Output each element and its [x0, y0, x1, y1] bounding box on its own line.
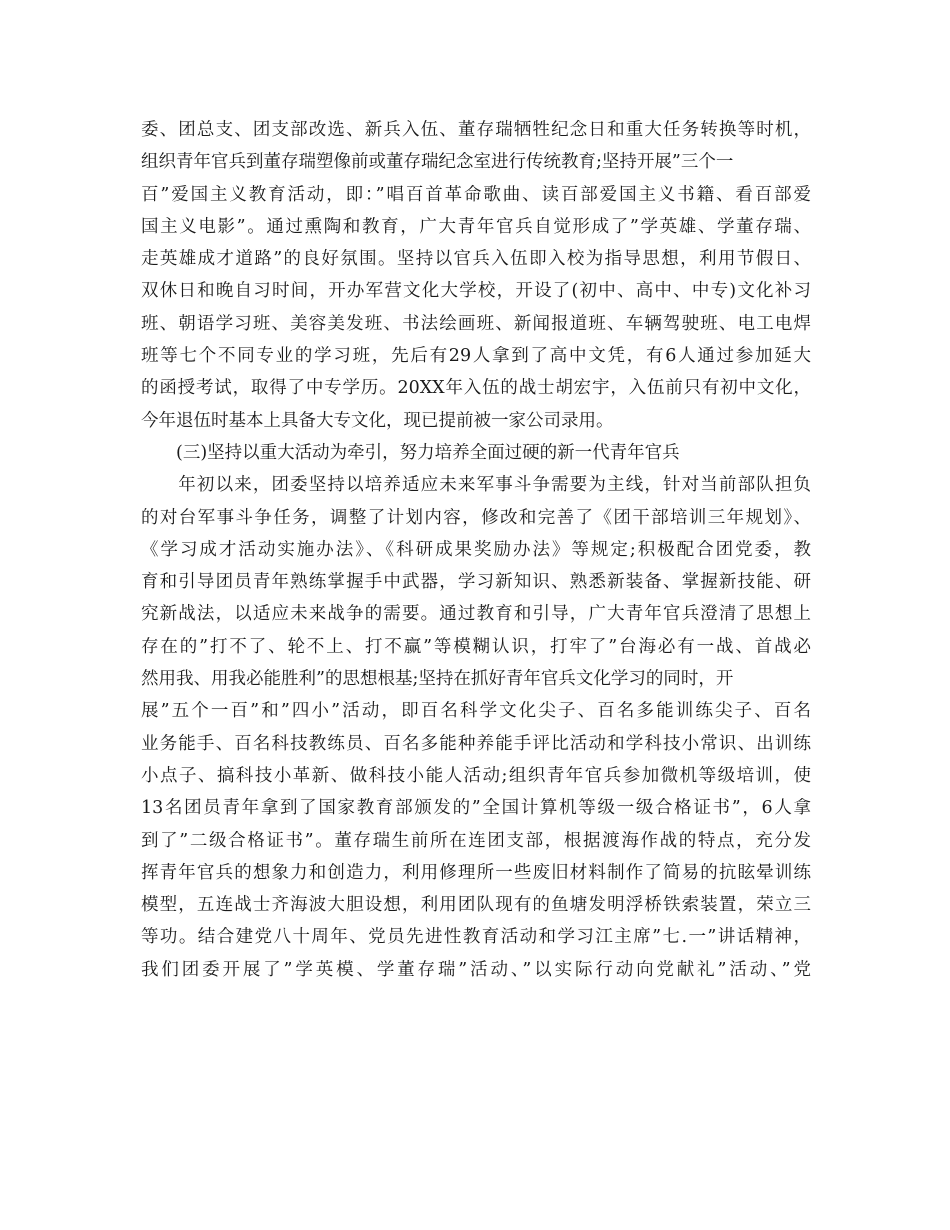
text-line: 《学习成才活动实施办法》、《科研成果奖励办法》等规定;积极配合团党委，教	[141, 539, 811, 560]
text-line: 模型，五连战士齐海波大胆设想，利用团队现有的鱼塘发明浮桥铁索装置，荣立三	[141, 895, 811, 916]
text-line: 业务能手、百名科技教练员、百名多能种养能手评比活动和学科技小常识、出训练	[141, 733, 811, 754]
text-line: 等功。结合建党八十周年、党员先进性教育活动和学习江主席”七.一”讲话精神，	[141, 927, 811, 948]
text-line: 班、朝语学习班、美容美发班、书法绘画班、新闻报道班、车辆驾驶班、电工电焊	[141, 313, 811, 334]
text-line: 双休日和晚自习时间，开办军营文化大学校，开设了(初中、高中、中专)文化补习	[141, 281, 811, 302]
text-line: 存在的”打不了、轮不上、打不赢”等模糊认识，打牢了”台海必有一战、首战必	[141, 636, 811, 657]
text-line: 走英雄成才道路”的良好氛围。坚持以官兵入伍即入校为指导思想，利用节假日、	[141, 249, 811, 270]
text-line: 的函授考试，取得了中专学历。20XX年入伍的战士胡宏宇，入伍前只有初中文化，	[141, 378, 811, 399]
text-line: 我们团委开展了”学英模、学董存瑞”活动、”以实际行动向党献礼”活动、”党	[141, 959, 811, 980]
body-text	[141, 114, 811, 986]
text-line: 究新战法，以适应未来战争的需要。通过教育和引导，广大青年官兵澄清了思想上	[141, 604, 811, 625]
text-line: 今年退伍时基本上具备大专文化，现已提前被一家公司录用。	[141, 410, 614, 431]
text-line: 到了”二级合格证书”。董存瑞生前所在连团支部，根据渡海作战的特点，充分发	[141, 830, 811, 851]
text-line: 组织青年官兵到董存瑞塑像前或董存瑞纪念室进行传统教育;坚持开展”三个一	[141, 152, 734, 173]
text-line: 委、团总支、团支部改选、新兵入伍、董存瑞牺牲纪念日和重大任务转换等时机，	[141, 120, 811, 140]
text-line: 百”爱国主义教育活动，即：”唱百首革命歌曲、读百部爱国主义书籍、看百部爱	[141, 184, 811, 205]
text-line: 小点子、搞科技小革新、做科技小能人活动;组织青年官兵参加微机等级培训，使	[141, 765, 811, 786]
text-line: 的对台军事斗争任务，调整了计划内容，修改和完善了《团干部培训三年规划》、	[141, 507, 811, 528]
text-line: 国主义电影”。通过熏陶和教育，广大青年官兵自觉形成了”学英雄、学董存瑞、	[141, 216, 811, 237]
text-line: 展”五个一百”和”四小”活动，即百名科学文化尖子、百名多能训练尖子、百名	[141, 701, 811, 722]
text-line: 然用我、用我必能胜利”的思想根基;坚持在抓好青年官兵文化学习的同时，开	[141, 669, 734, 690]
text-line: 年初以来，团委坚持以培养适应未来军事斗争需要为主线，针对当前部队担负	[141, 475, 811, 496]
text-line: 班等七个不同专业的学习班，先后有29人拿到了高中文凭，有6人通过参加延大	[141, 346, 811, 367]
text-line: 育和引导团员青年熟练掌握手中武器，学习新知识、熟悉新装备、掌握新技能、研	[141, 572, 811, 593]
text-line: 挥青年官兵的想象力和创造力，利用修理所一些废旧材料制作了简易的抗眩晕训练	[141, 862, 811, 883]
text-line: 13名团员青年拿到了国家教育部颁发的”全国计算机等级一级合格证书”，6人拿	[141, 798, 811, 819]
text-line: (三)坚持以重大活动为牵引，努力培养全面过硬的新一代青年官兵	[141, 442, 680, 463]
